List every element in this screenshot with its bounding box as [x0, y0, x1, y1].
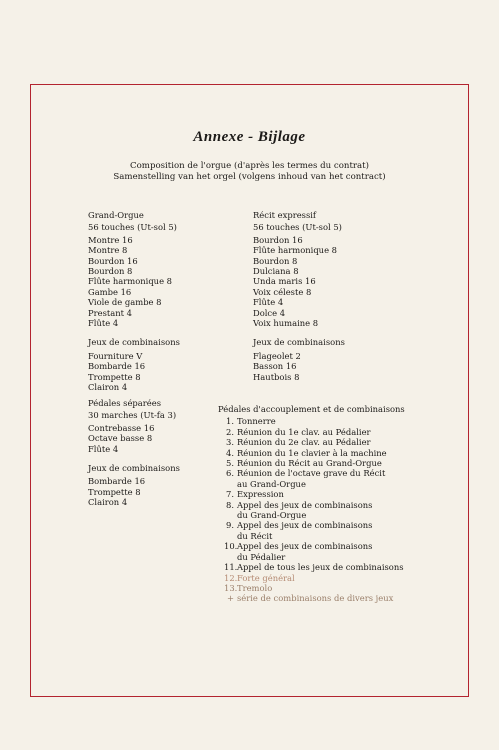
- combo-stop-item: Flageolet 2: [253, 350, 301, 361]
- item-text: Expression: [237, 489, 284, 500]
- stop-item: Octave basse 8: [88, 433, 153, 444]
- item-number: 6.: [226, 468, 234, 479]
- stop-item: Flûte 4: [253, 297, 284, 308]
- accouplement-line: [224, 593, 405, 603]
- item-number: +: [226, 593, 234, 604]
- accouplement-item: [218, 468, 405, 489]
- combo-stop-item: Clairon 4: [88, 382, 128, 393]
- subtitle-fr: Composition de l'orgue (d'après les termes du contrat): [130, 161, 369, 171]
- accouplement-line-cont: au Grand-Orgue: [237, 478, 306, 489]
- stop-item: Bourdon 16: [253, 234, 303, 245]
- stop-item: Flûte 4: [88, 318, 119, 329]
- page-title: Annexe - Bijlage: [193, 129, 306, 145]
- recit-section: [253, 210, 345, 382]
- accouplement-section: [218, 404, 405, 604]
- item-number: 13.: [224, 582, 238, 593]
- accouplement-line-cont: du Grand-Orgue: [237, 510, 307, 521]
- item-number: 11.: [224, 562, 238, 573]
- combo-stop-item: Hautbois 8: [253, 371, 300, 382]
- accouplement-item: [218, 427, 405, 437]
- item-text: Réunion de l'octave grave du Récit: [237, 468, 386, 479]
- item-number: 8.: [226, 499, 234, 510]
- combo-stop-item: Trompette 8: [88, 371, 141, 382]
- item-text: Réunion du Récit au Grand-Orgue: [237, 458, 382, 469]
- stop-item: Bourdon 8: [88, 266, 133, 277]
- pedales-heading: Pédales séparées: [88, 398, 161, 408]
- item-text: Réunion du 1e clavier à la machine: [237, 447, 387, 458]
- accouplement-list: [218, 416, 405, 603]
- accouplement-line: [224, 448, 405, 458]
- accouplement-item: [218, 593, 405, 603]
- stop-item: Voix humaine 8: [253, 318, 319, 329]
- item-number: 7.: [226, 489, 234, 500]
- item-number: 3.: [226, 437, 234, 448]
- item-text: Réunion du 2e clav. au Pédalier: [237, 437, 371, 448]
- item-text: Tonnerre: [237, 416, 276, 427]
- accouplement-line: [224, 427, 405, 437]
- item-text: Tremolo: [237, 582, 273, 593]
- stop-item: Gambe 16: [88, 286, 132, 297]
- accouplement-line: [224, 500, 405, 510]
- item-number: 9.: [226, 520, 234, 531]
- combo-stop-item: Clairon 4: [88, 497, 128, 508]
- stop-item: Bourdon 16: [88, 255, 138, 266]
- combo-stop-item: Basson 16: [253, 361, 297, 372]
- item-number: 2.: [226, 426, 234, 437]
- stop-item: Montre 16: [88, 234, 133, 245]
- combo-heading: Jeux de combinaisons: [88, 337, 180, 348]
- grand-orgue-heading: Grand-Orgue: [88, 210, 144, 220]
- stop-item: Flûte harmonique 8: [88, 276, 173, 287]
- combo-stop-item: Bombarde 16: [88, 361, 146, 372]
- accouplement-item: [218, 500, 405, 521]
- accouplement-line: [224, 437, 405, 447]
- stop-item: Flûte harmonique 8: [253, 245, 338, 256]
- stop-item: Dolce 4: [253, 307, 286, 318]
- accouplement-item: [218, 416, 405, 426]
- accouplement-heading: Pédales d'accouplement et de combinaisons: [218, 404, 405, 414]
- pedales-section: [88, 398, 180, 508]
- recit-range: 56 touches (Ut-sol 5): [253, 222, 342, 233]
- accouplement-item: [218, 489, 405, 499]
- accouplement-line: [224, 468, 405, 478]
- item-text: Réunion du 1e clav. au Pédalier: [237, 426, 371, 437]
- accouplement-line: [224, 489, 405, 499]
- stop-item: Contrebasse 16: [88, 422, 155, 433]
- item-text: série de combinaisons de divers jeux: [237, 593, 394, 604]
- accouplement-item: [218, 437, 405, 447]
- item-number: 12.: [224, 572, 238, 583]
- stop-item: Prestant 4: [88, 307, 133, 318]
- item-number: 10.: [224, 541, 238, 552]
- stop-item: Voix céleste 8: [253, 286, 312, 297]
- accouplement-line: [224, 458, 405, 468]
- combo-stop-item: Trompette 8: [88, 486, 141, 497]
- accouplement-item: [218, 520, 405, 541]
- accouplement-item: [218, 573, 405, 583]
- grand-orgue-range: 56 touches (Ut-sol 5): [88, 222, 177, 233]
- accouplement-item: [218, 583, 405, 593]
- item-text: Forte général: [237, 572, 295, 583]
- item-number: 4.: [226, 447, 234, 458]
- item-text: Appel des jeux de combinaisons: [237, 520, 373, 531]
- stop-item: Unda maris 16: [253, 276, 316, 287]
- accouplement-line-cont: du Pédalier: [237, 551, 286, 562]
- item-text: Appel de tous les jeux de combinaisons: [237, 562, 404, 573]
- accouplement-line: [224, 562, 405, 572]
- accouplement-line: [224, 573, 405, 583]
- stop-item: Bourdon 8: [253, 255, 298, 266]
- accouplement-line: [224, 520, 405, 530]
- accouplement-item: [218, 541, 405, 562]
- accouplement-line: [224, 583, 405, 593]
- combo-heading: Jeux de combinaisons: [88, 463, 180, 474]
- stop-item: Dulciana 8: [253, 266, 299, 277]
- accouplement-item: [218, 562, 405, 572]
- item-number: 1.: [226, 416, 234, 427]
- accouplement-item: [218, 448, 405, 458]
- stop-item: Flûte 4: [88, 443, 119, 454]
- accouplement-line-cont: du Récit: [237, 530, 273, 541]
- subtitle-nl: Samenstelling van het orgel (volgens inhoud van het contract): [113, 172, 386, 182]
- accouplement-line: [224, 416, 405, 426]
- accouplement-item: [218, 458, 405, 468]
- item-text: Appel des jeux de combinaisons: [237, 499, 373, 510]
- item-text: Appel des jeux de combinaisons: [237, 541, 373, 552]
- combo-stop-item: Fourniture V: [88, 350, 143, 361]
- stop-item: Viole de gambe 8: [88, 297, 162, 308]
- grand-orgue-section: [88, 210, 180, 393]
- accouplement-line: [224, 541, 405, 551]
- pedales-range: 30 marches (Ut-fa 3): [88, 410, 177, 421]
- stop-item: Montre 8: [88, 245, 128, 256]
- combo-stop-item: Bombarde 16: [88, 476, 146, 487]
- item-number: 5.: [226, 458, 234, 469]
- recit-heading: Récit expressif: [253, 210, 317, 220]
- combo-heading: Jeux de combinaisons: [253, 337, 345, 348]
